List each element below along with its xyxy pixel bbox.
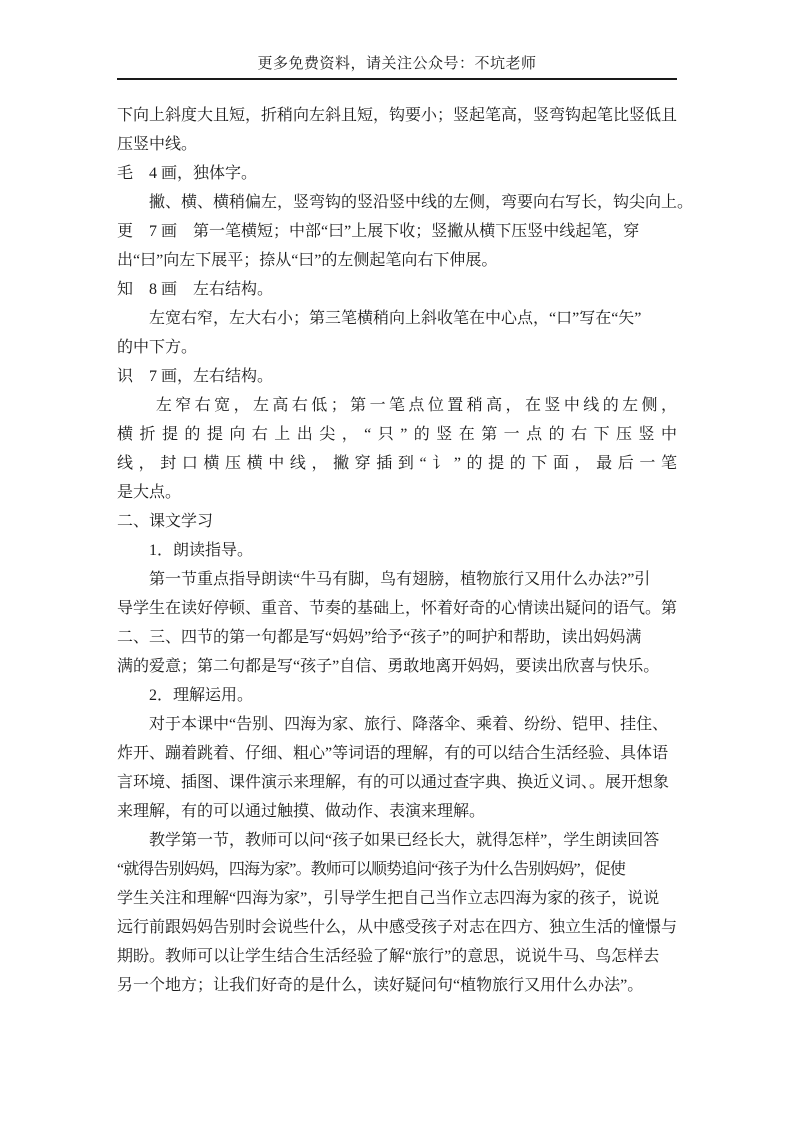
text-line: 线，封口横压横中线，撇穿插到“讠”的提的下面，最后一笔 bbox=[117, 455, 677, 472]
header-promo-text: 更多免费资料，请关注公众号：不坑老师 bbox=[257, 56, 537, 72]
text-line: 左窄右宽，左高右低；第一笔点位置稍高，在竖中线的左侧， bbox=[117, 397, 677, 414]
text-line: 更 7 画 第一笔横短；中部“曰”上展下收；竖撇从横下压竖中线起笔，穿 bbox=[117, 223, 640, 240]
text-line: 教学第一节，教师可以问“孩子如果已经长大，就得怎样”，学生朗读回答 bbox=[117, 832, 660, 849]
text-line: 压竖中线。 bbox=[117, 136, 198, 153]
text-line: 对于本课中“告别、四海为家、旅行、降落伞、乘着、纷纷、铠甲、挂住、 bbox=[117, 716, 669, 733]
text-line: 二、三、四节的第一句都是写“妈妈”给予“孩子”的呵护和帮助，读出妈妈满 bbox=[117, 629, 642, 646]
text-line: 第一节重点指导朗读“牛马有脚，鸟有翅膀，植物旅行又用什么办法?”引 bbox=[117, 571, 651, 588]
text-line: 横折提的提向右上出尖，“只”的竖在第一点的右下压竖中 bbox=[117, 426, 677, 443]
text-line: 是大点。 bbox=[117, 484, 182, 501]
text-line: 另一个地方；让我们好奇的是什么，读好疑问句“植物旅行又用什么办法”。 bbox=[117, 977, 644, 994]
text-line: 炸开、蹦着跳着、仔细、粗心”等词语的理解，有的可以结合生活经验、具体语 bbox=[117, 745, 669, 762]
header-divider bbox=[117, 78, 677, 80]
text-line: 二、课文学习 bbox=[117, 513, 214, 530]
text-line: 下向上斜度大且短，折稍向左斜且短，钩要小；竖起笔高，竖弯钩起笔比竖低且 bbox=[117, 107, 678, 124]
text-line: 的中下方。 bbox=[117, 339, 198, 356]
text-line: 1．朗读指导。 bbox=[117, 542, 254, 559]
text-line: 期盼。教师可以让学生结合生活经验了解“旅行”的意思，说说牛马、鸟怎样去 bbox=[117, 948, 660, 965]
page-header bbox=[117, 54, 677, 75]
text-line: 出“曰”向左下展平；捺从“曰”的左侧起笔向右下伸展。 bbox=[117, 252, 498, 269]
text-line: 言环境、插图、课件演示来理解，有的可以通过查字典、换近义词、。展开想象 bbox=[117, 774, 670, 791]
text-line: 2．理解运用。 bbox=[117, 687, 254, 704]
text-line: 左宽右窄，左大右小；第三笔横稍向上斜收笔在中心点，“口”写在“矢” bbox=[117, 310, 642, 327]
text-line: 学生关注和理解“四海为家”，引导学生把自己当作立志四海为家的孩子，说说 bbox=[117, 890, 660, 907]
text-line: 来理解，有的可以通过触摸、做动作、表演来理解。 bbox=[117, 803, 486, 820]
text-line: 导学生在读好停顿、重音、节奏的基础上，怀着好奇的心情读出疑问的语气。第 bbox=[117, 600, 678, 617]
text-line: 知 8 画 左右结构。 bbox=[117, 281, 274, 298]
text-line: 远行前跟妈妈告别时会说些什么，从中感受孩子对志在四方、独立生活的憧憬与 bbox=[117, 919, 678, 936]
text-line: 满的爱意；第二句都是写“孩子”自信、勇敢地离开妈妈，要读出欣喜与快乐。 bbox=[117, 658, 660, 675]
document-body bbox=[117, 101, 694, 1000]
text-line: 识 7 画，左右结构。 bbox=[117, 368, 274, 385]
text-line: 毛 4 画，独体字。 bbox=[117, 165, 258, 182]
text-line: 撇、横、横稍偏左，竖弯钩的竖沿竖中线的左侧，弯要向右写长，钩尖向上。 bbox=[117, 194, 694, 211]
text-line: “就得告别妈妈，四海为家”。教师可以顺势追问“孩子为什么告别妈妈”，促使 bbox=[117, 861, 626, 878]
